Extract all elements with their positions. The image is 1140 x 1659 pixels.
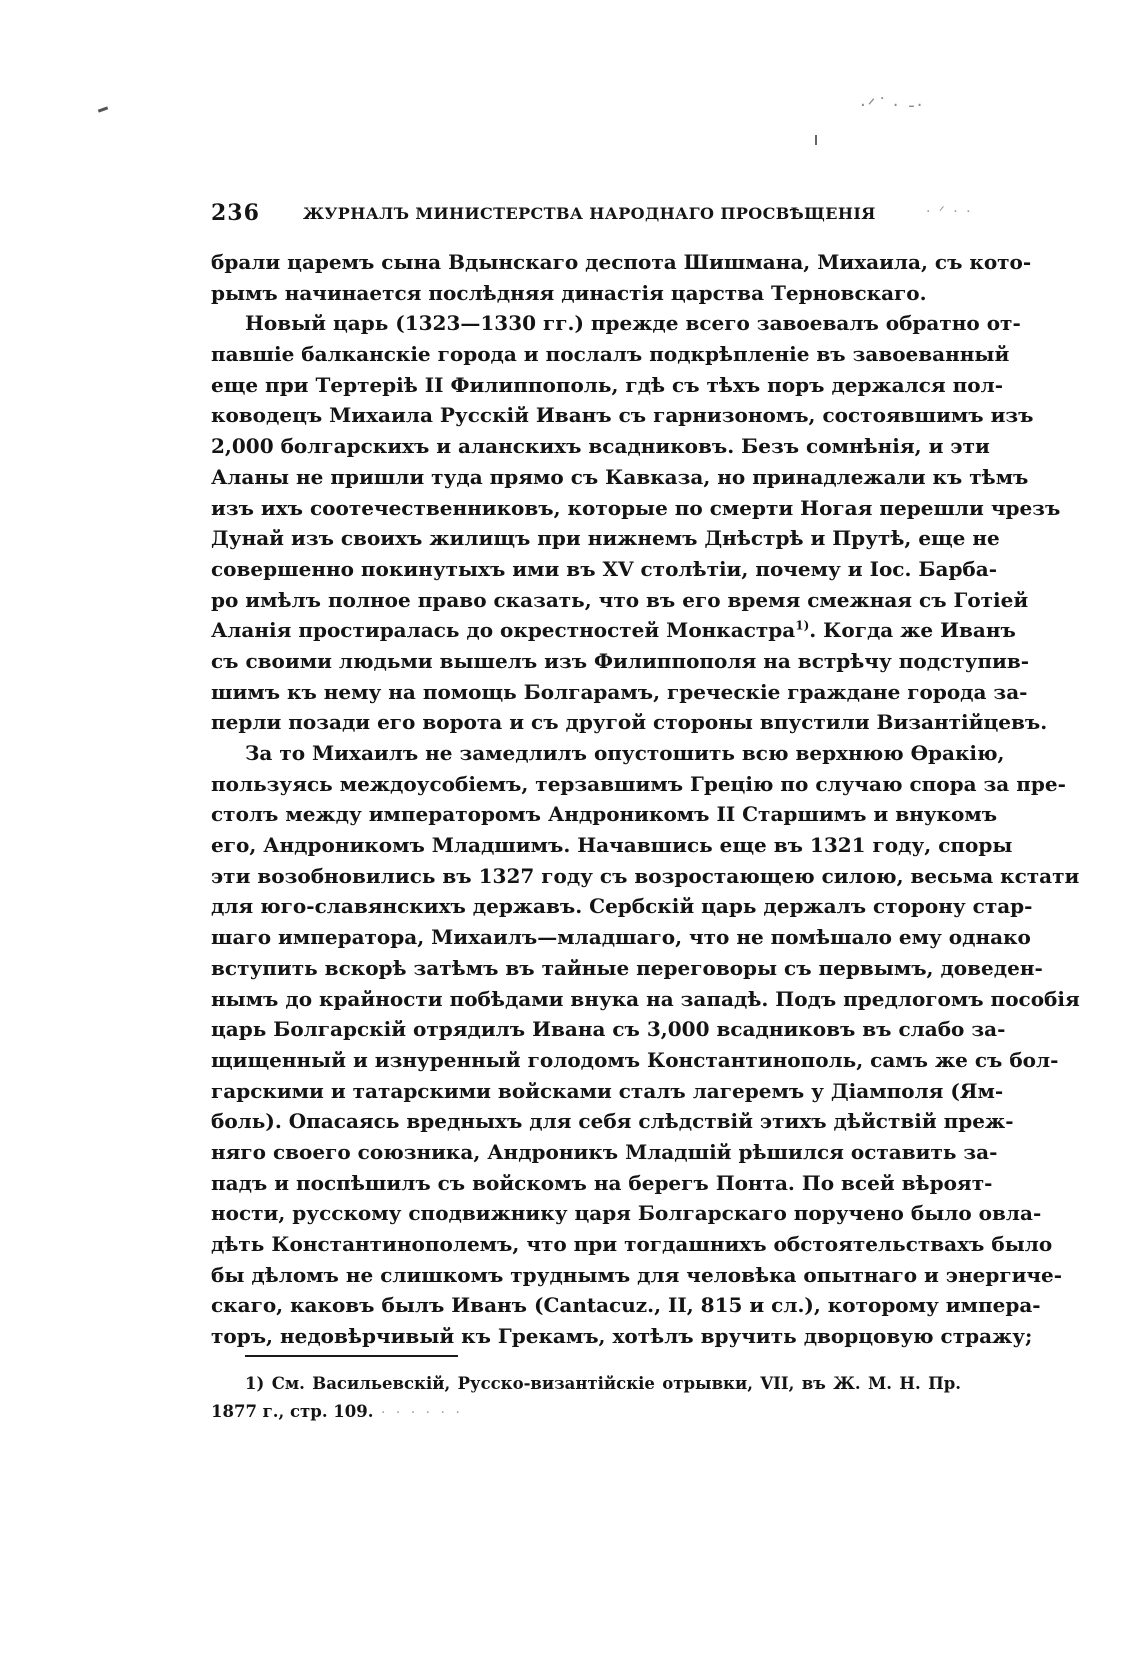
text-line: брали царемъ сына Вдынскаго деспота Шишмана, Михаила, съ кото- xyxy=(211,250,1032,274)
text-line: пользуясь междоусобіемъ, терзавшимъ Грецію по случаю спора за пре- xyxy=(211,771,1066,796)
text-line: вступить вскорѣ затѣмъ въ тайные переговоры съ первымъ, доведен- xyxy=(211,955,1043,980)
paragraph-start-line: Новый царь (1323—1330 гг.) прежде всего завоевалъ обратно от- xyxy=(245,311,1021,336)
text-line: скаго, каковъ былъ Иванъ (Cantacuz., II, 815 и сл.), которому импера- xyxy=(211,1293,1041,1318)
text-line: ководецъ Михаила Русскій Иванъ съ гарнизономъ, состоявшимъ изъ xyxy=(211,403,1034,428)
text-line: для юго-славянскихъ державъ. Сербскій царь держалъ сторону стар- xyxy=(211,894,1033,919)
text-line: его, Андроникомъ Младшимъ. Начавшись еще въ 1321 году, споры xyxy=(211,833,1013,858)
scan-noise: · ᐟ · · xyxy=(926,204,973,220)
footnote-line xyxy=(211,1370,961,1398)
text-line: царь Болгарскій отрядилъ Ивана съ 3,000 всадниковъ въ слабо за- xyxy=(211,1017,1006,1042)
footnote-continuation: 1877 г., стр. 109. xyxy=(211,1402,374,1421)
scan-noise: · · · · · · xyxy=(373,1405,463,1421)
text-line: гарскими и татарскими войсками сталъ лагеремъ у Діамполя (Ям- xyxy=(211,1078,1004,1103)
footnotes xyxy=(211,1370,961,1426)
text-line: перли позади его ворота и съ другой стороны впустили Византійцевъ. xyxy=(211,710,1048,735)
footnote-text: См. Васильевскій, Русско-византійскіе отрывки, VII, въ Ж. М. Н. Пр. xyxy=(271,1374,961,1393)
text-line: павшіе балканскіе города и послалъ подкрѣпленіе въ завоеванный xyxy=(211,342,1010,367)
footnote-marker: 1) xyxy=(245,1374,265,1393)
text-line: нымъ до крайности побѣдами внука на западѣ. Подъ предлогомъ пособія xyxy=(211,986,1080,1011)
text-line: Аланы не пришли туда прямо съ Кавказа, но принадлежали къ тѣмъ xyxy=(211,464,1029,489)
text-line: шимъ къ нему на помощь Болгарамъ, греческіе граждане города за- xyxy=(211,679,1028,704)
text-line: еще при Тертерiѣ II Филиппополь, гдѣ съ тѣхъ поръ держался пол- xyxy=(211,372,1004,397)
scan-speck xyxy=(815,135,817,145)
text-line: дѣть Константинополемъ, что при тогдашнихъ обстоятельствахъ было xyxy=(211,1232,1053,1256)
text-line: падъ и поспѣшилъ съ войскомъ на берегъ Понта. По всей вѣроят- xyxy=(211,1170,993,1195)
text-line: ности, русскому сподвижнику царя Болгарскаго поручено было овла- xyxy=(211,1201,1042,1226)
text-line: торъ, недовѣрчивый къ Грекамъ, хотѣлъ вручить дворцовую стражу; xyxy=(211,1324,1033,1349)
text-segment: . Когда же Иванъ xyxy=(809,618,1016,643)
text-line: 2,000 болгарскихъ и аланскихъ всадниковъ. Безъ сомнѣнія, и эти xyxy=(211,434,990,459)
page-number: 236 xyxy=(211,200,260,226)
text-line: съ своими людьми вышелъ изъ Филиппополя на встрѣчу подступив- xyxy=(211,648,1030,673)
text-line: рымъ начинается послѣдняя династія царства Терновскаго. xyxy=(211,280,927,305)
scan-speck xyxy=(98,106,108,112)
scan-noise: ·ᐟ ͘ · -· xyxy=(860,95,925,116)
text-line: изъ ихъ соотечественниковъ, которые по смерти Ногая перешли чрезъ xyxy=(211,495,1061,520)
text-line: шаго императора, Михаилъ—младшаго, что не помѣшало ему однако xyxy=(211,925,1031,950)
text-line: ро имѣлъ полное право сказать, что въ его время смежная съ Готіей xyxy=(211,587,1029,612)
text-line: столъ между императоромъ Андроникомъ II Старшимъ и внукомъ xyxy=(211,802,998,827)
footnote-marker: 1) xyxy=(795,618,810,633)
text-line: няго своего союзника, Андроникъ Младшій рѣшился оставить за- xyxy=(211,1139,998,1164)
footnote-line xyxy=(211,1398,961,1426)
text-segment: Аланія простиралась до окрестностей Монкастра xyxy=(211,618,796,643)
text-line: совершенно покинутыхъ ими въ XV столѣтіи, почему и Іос. Барба- xyxy=(211,556,998,581)
text-line: бы дѣломъ не слишкомъ труднымъ для человѣка опытнаго и энергиче- xyxy=(211,1262,1063,1287)
text-line: эти возобновились въ 1327 году съ возростающею силою, весьма кстати xyxy=(211,863,1080,888)
running-title: ЖУРНАЛЪ МИНИСТЕРСТВА НАРОДНАГО ПРОСВѢЩЕНІЯ xyxy=(303,204,876,223)
page-header xyxy=(211,200,1011,228)
text-line: щищенный и изнуренный голодомъ Константинополь, самъ же съ бол- xyxy=(211,1047,1059,1072)
text-line-with-footnote xyxy=(211,615,1016,646)
footnote-divider xyxy=(245,1355,458,1357)
main-text xyxy=(211,247,1080,1352)
text-line: боль). Опасаясь вредныхъ для себя слѣдствій этихъ дѣйствій преж- xyxy=(211,1109,1014,1134)
paragraph-start-line: За то Михаилъ не замедлилъ опустошить всю верхнюю Ѳракію, xyxy=(245,741,1005,765)
text-line: Дунай изъ своихъ жилищъ при нижнемъ Днѣстрѣ и Прутѣ, еще не xyxy=(211,526,1000,551)
